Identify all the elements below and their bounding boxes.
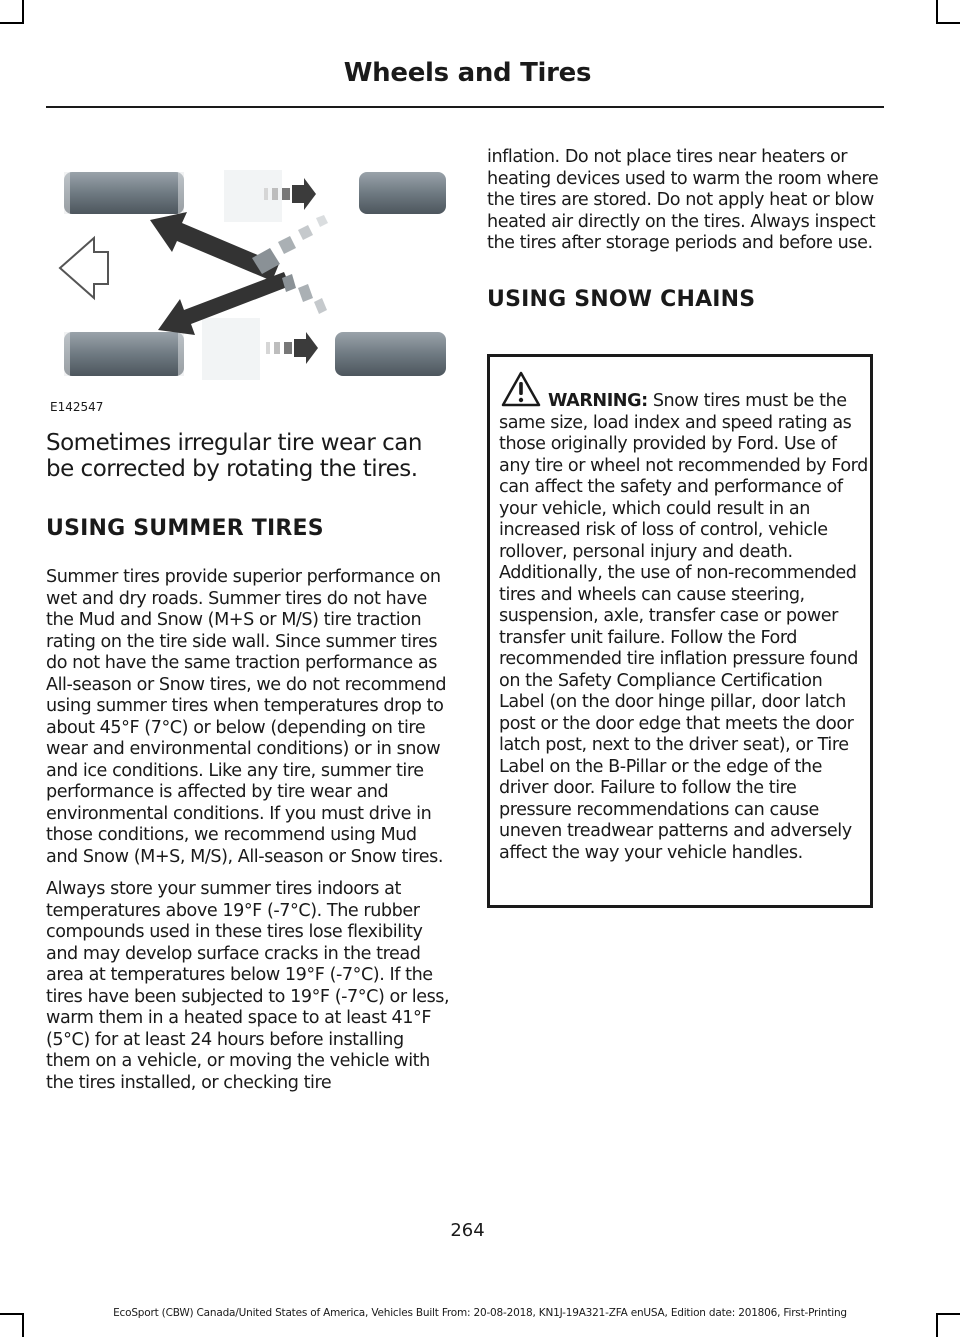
crop-mark bbox=[936, 0, 938, 22]
crop-mark bbox=[22, 0, 24, 22]
dashed-diagonal-arrows bbox=[252, 215, 328, 314]
straight-arrow-bottom bbox=[266, 332, 318, 364]
figure-id: E142547 bbox=[50, 400, 104, 414]
tire-rear-left bbox=[64, 332, 184, 376]
warning-label: WARNING: bbox=[548, 391, 648, 411]
storage-continuation-paragraph: inflation. Do not place tires near heaters or heating devices used to warm the room where the tires are stored. Do not apply heat or blow heated air directly on the tires. Always inspect the tires after storage periods and before use. bbox=[487, 147, 879, 253]
page-footer: EcoSport (CBW) Canada/United States of America, Vehicles Built From: 20-08-2018, KN1J-19A321-ZFA enUSA, Edition date: 201806, First-Printing bbox=[113, 1307, 847, 1319]
crop-mark bbox=[0, 22, 24, 24]
tire-front-right bbox=[359, 172, 446, 214]
header-divider bbox=[46, 106, 884, 108]
crop-mark bbox=[936, 22, 960, 24]
section-heading-summer-tires: USING SUMMER TIRES bbox=[46, 516, 324, 541]
tire-rotation-illustration bbox=[46, 160, 448, 392]
warning-text bbox=[499, 391, 871, 864]
left-column bbox=[46, 430, 451, 1105]
warning-body: Snow tires must be the same size, load index and speed rating as those originally provided by Ford. Use of any tire or wheel not recommended by Ford can affect the safety and performance of your vehicle, which could result in an increased risk of loss of control, vehicle rollover, personal injury and death. Additionally, the use of non-recommended tires and wheels can cause steering, suspension, axle, transfer case or power transfer unit failure. Follow the Ford recommended tire inflation pressure found on the Safety Compliance Certification Label (on the door hinge pillar, door latch post or the door edge that meets the door latch post, next to the driver seat), or Tire Label on the B-Pillar or the edge of the driver door. Failure to follow the tire pressure recommendations can cause uneven treadwear patterns and adversely affect the way your vehicle handles. bbox=[499, 391, 868, 863]
rotation-lead-text: Sometimes irregular tire wear can be corrected by rotating the tires. bbox=[46, 430, 422, 482]
warning-box bbox=[487, 354, 873, 908]
right-column bbox=[487, 147, 883, 338]
page-title: Wheels and Tires bbox=[343, 58, 592, 88]
tire-rear-right bbox=[335, 332, 446, 376]
section-heading-snow-chains: USING SNOW CHAINS bbox=[487, 286, 756, 312]
front-direction-arrow bbox=[60, 238, 108, 298]
summer-tires-storage-paragraph: Always store your summer tires indoors at temperatures above 19°F (-7°C). The rubber compounds used in these tires lose flexibility and may develop surface cracks in the tread area at temperatures below 19°F (-7°C). If the tires have been subjected to 19°F (-7°C) or less, warm them in a heated space to at least 41°F (5°C) for at least 24 hours before installing them on a vehicle, or moving the vehicle with the tires installed, or checking tire bbox=[46, 879, 450, 1093]
tire-front-left bbox=[64, 172, 184, 214]
cross-arrow-upper bbox=[150, 212, 279, 281]
page-number: 264 bbox=[450, 1220, 485, 1241]
summer-tires-paragraph: Summer tires provide superior performance on wet and dry roads. Summer tires do not have the Mud and Snow (M+S or M/S) tire traction rating on the tire side wall. Since summer tires do not have the same traction performance as All-season or Snow tires, we do not recommend using summer tires when temperatures drop to about 45°F (7°C) or below (depending on tire wear and environmental conditions) or in snow and ice conditions. Like any tire, summer tire performance is affected by tire wear and environmental conditions. If you must drive in those conditions, we recommend using Mud and Snow (M+S, M/S), All-season or Snow tires. bbox=[46, 567, 447, 867]
